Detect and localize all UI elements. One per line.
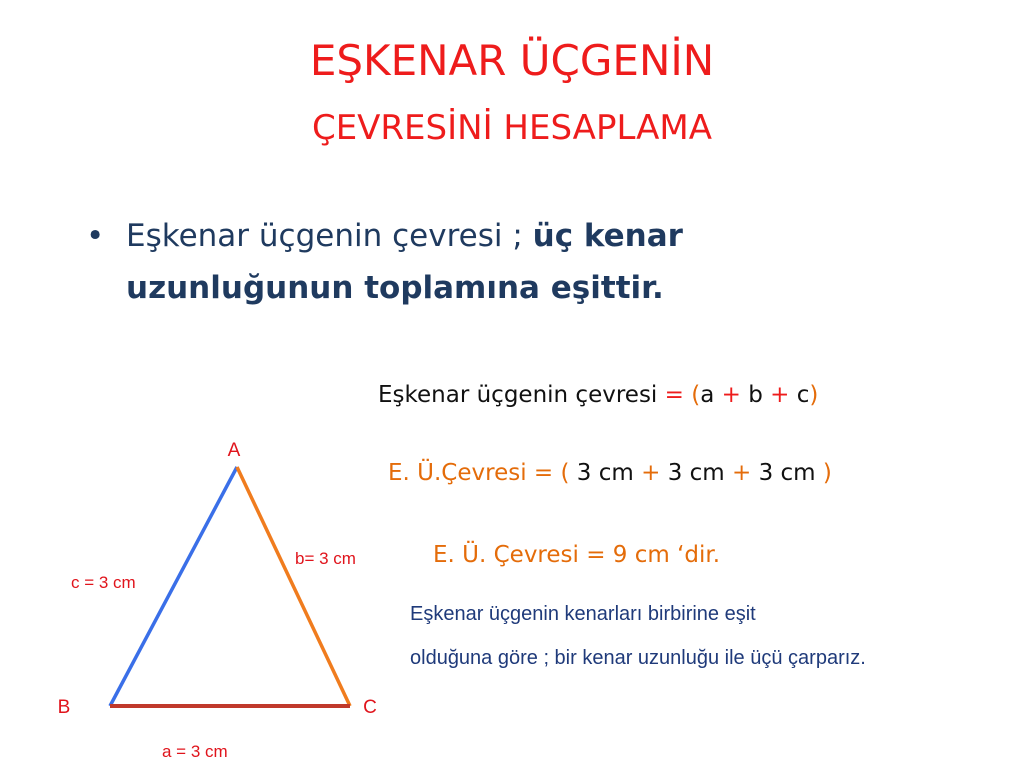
formula-equals: = [664, 382, 684, 408]
substitution-value-2: 3 cm [667, 460, 725, 486]
vertex-b-label: B [57, 697, 71, 718]
side-c-label: c = 3 cm [71, 573, 136, 592]
perimeter-result: E. Ü. Çevresi = 9 cm ‘dir. [433, 542, 721, 568]
substitution-value-3: 3 cm [758, 460, 816, 486]
formula-a: a [700, 382, 715, 408]
bullet-icon: • [86, 218, 105, 254]
formula-open-paren: ( [691, 382, 701, 408]
bullet-bold-text: üç kenar uzunluğunun toplamına eşittir. [126, 218, 683, 306]
vertex-c-label: C [363, 697, 377, 718]
vertex-a-label: A [227, 440, 241, 461]
slide-title: EŞKENAR ÜÇGENİN [309, 36, 715, 85]
formula-close-paren: ) [809, 382, 819, 408]
note-line-1: Eşkenar üçgenin kenarları birbirine eşit [410, 603, 756, 625]
substitution-close-paren: ) [822, 460, 832, 486]
substitution-value-1: 3 cm [576, 460, 634, 486]
side-b-line [237, 467, 350, 706]
note-line-2: olduğuna göre ; bir kenar uzunluğu ile üçü çarparız. [410, 647, 866, 669]
slide-subtitle: ÇEVRESİNİ HESAPLAMA [311, 108, 713, 148]
substitution-plus-1: + [641, 460, 661, 486]
substitution-prefix: E. Ü.Çevresi = ( [388, 460, 570, 486]
formula-plus-2: + [770, 382, 790, 408]
formula-c: c [796, 382, 810, 408]
formula-prefix: Eşkenar üçgenin çevresi [378, 382, 665, 408]
substitution-plus-2: + [732, 460, 752, 486]
side-b-label: b= 3 cm [295, 549, 356, 568]
formula-plus-1: + [721, 382, 741, 408]
formula-b: b [748, 382, 763, 408]
bullet-plain-text: Eşkenar üçgenin çevresi ; [126, 218, 533, 254]
side-a-label: a = 3 cm [162, 742, 228, 761]
